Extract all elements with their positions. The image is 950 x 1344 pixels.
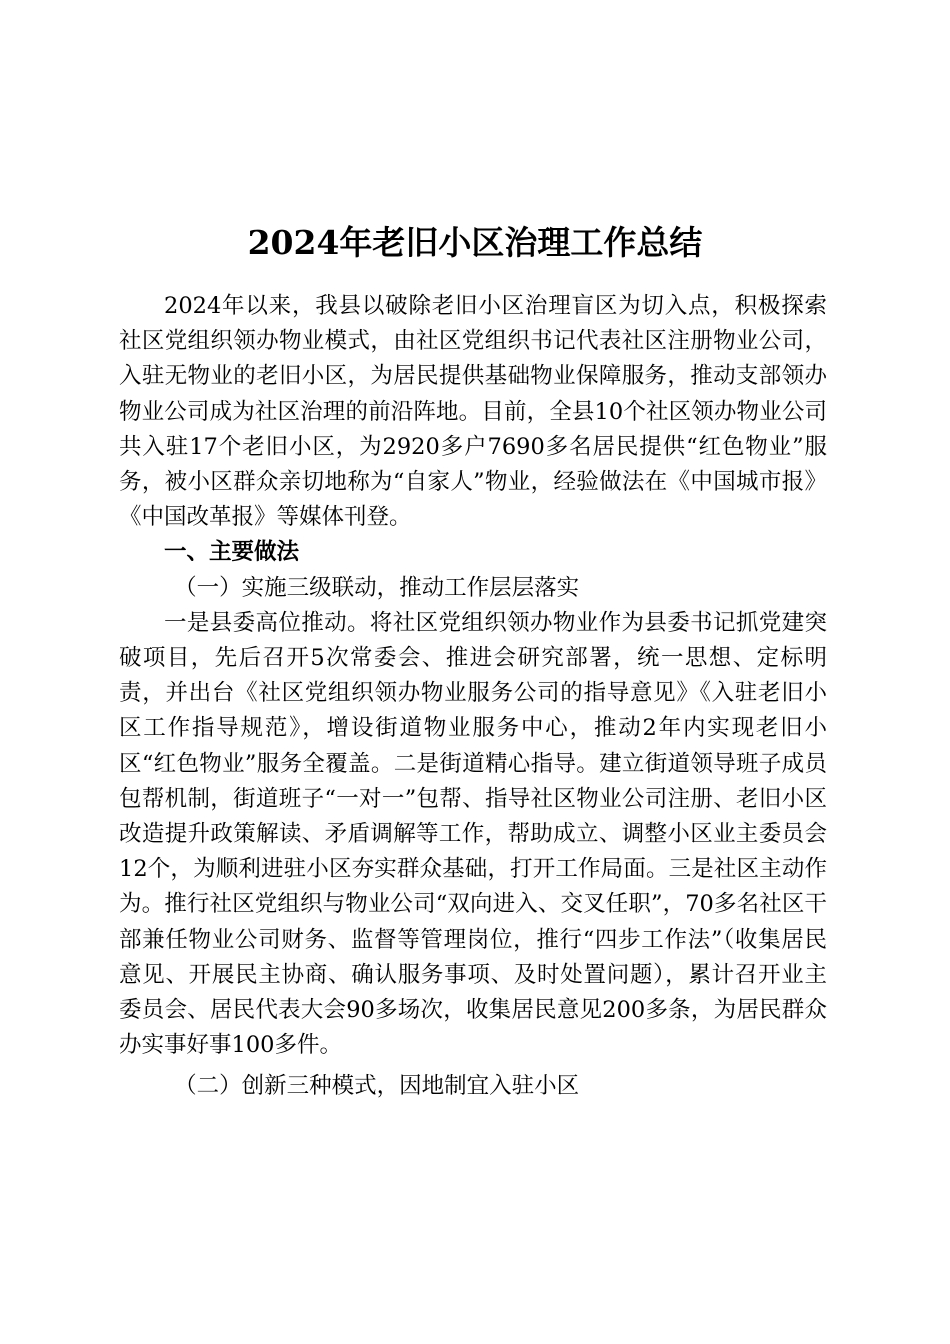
document-title: 2024年老旧小区治理工作总结 [247, 223, 703, 263]
section-heading-main-practices: 一、主要做法 [164, 539, 300, 566]
subsection-heading-1: （一）实施三级联动，推动工作层层落实 [174, 574, 580, 601]
intro-paragraph: 2024年以来，我县以破除老旧小区治理盲区为切入点，积极探索社区党组织领办物业模式，由社区党组织书记代表社区注册物业公司，入驻无物业的老旧小区，为居民提供基础物业保障服务，推动支部领办物业公司成为社区治理的前沿阵地。目前，全县10个社区领办物业公司共入驻17个老旧小区，为2920多户7690多名居民提供“红色物业”服务，被小区群众亲切地称为“自家人”物业，经验做法在《中国城市报》《中国改革报》等媒体刊登。 [119, 293, 827, 531]
subsection-1-paragraph: 一是县委高位推动。将社区党组织领办物业作为县委书记抓党建突破项目，先后召开5次常委会、推进会研究部署，统一思想、定标明责，并出台《社区党组织领办物业服务公司的指导意见》《入驻老旧小区工作指导规范》，增设街道物业服务中心，推动2年内实现老旧小区“红色物业”服务全覆盖。二是街道精心指导。建立街道领导班子成员包帮机制，街道班子“一对一”包帮、指导社区物业公司注册、老旧小区改造提升政策解读、矛盾调解等工作，帮助成立、调整小区业主委员会12个，为顺利进驻小区夯实群众基础，打开工作局面。三是社区主动作为。推行社区党组织与物业公司“双向进入、交叉任职”，70多名社区干部兼任物业公司财务、监督等管理岗位，推行“四步工作法”（收集居民意见、开展民主协商、确认服务事项、及时处置问题），累计召开业主委员会、居民代表大会90多场次，收集居民意见200多条，为居民群众办实事好事100多件。 [119, 609, 827, 1059]
document-body [119, 289, 827, 1105]
subsection-heading-2: （二）创新三种模式，因地制宜入驻小区 [174, 1073, 580, 1100]
